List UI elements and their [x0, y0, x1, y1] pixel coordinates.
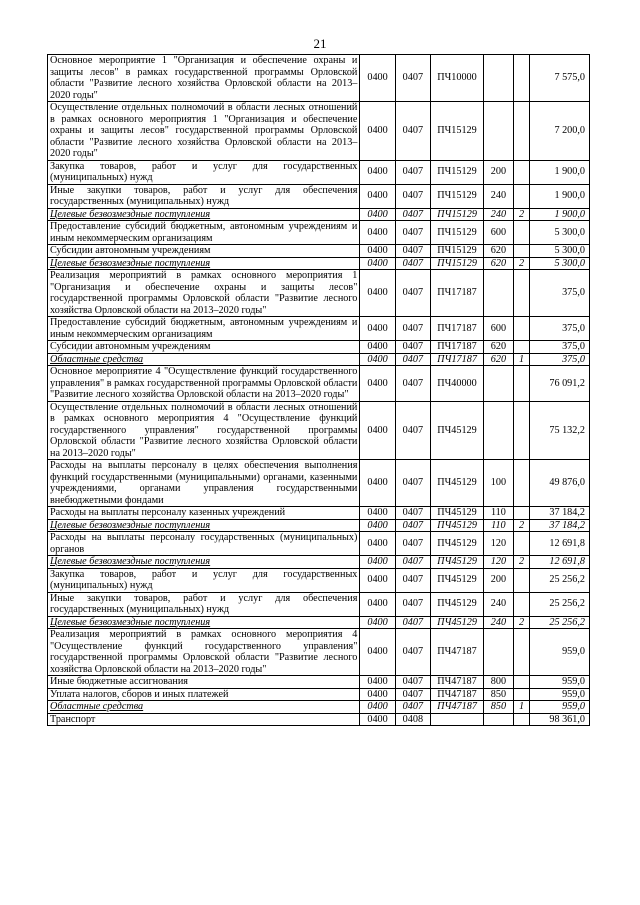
section-code: 0400 — [360, 507, 395, 520]
section-code: 0400 — [360, 688, 395, 701]
subsection-code: 0407 — [395, 676, 430, 689]
target-article-code: ПЧ45129 — [431, 460, 484, 507]
amount-value: 959,0 — [530, 629, 590, 676]
table-row — [48, 713, 590, 726]
funding-source-code — [513, 184, 530, 208]
table-row — [48, 208, 590, 221]
section-code: 0400 — [360, 460, 395, 507]
row-name: Предоставление субсидий бюджетным, автономным учреждениям и иным некоммерческим организациям — [48, 317, 360, 341]
target-article-code — [431, 713, 484, 726]
section-code: 0400 — [360, 245, 395, 258]
section-code: 0400 — [360, 257, 395, 270]
row-name: Целевые безвозмездные поступления — [48, 519, 360, 532]
expense-type-code: 240 — [484, 208, 514, 221]
target-article-code: ПЧ45129 — [431, 556, 484, 569]
table-row — [48, 102, 590, 161]
amount-value: 12 691,8 — [530, 556, 590, 569]
funding-source-code — [513, 629, 530, 676]
funding-source-code — [513, 507, 530, 520]
section-code: 0400 — [360, 713, 395, 726]
target-article-code: ПЧ15129 — [431, 221, 484, 245]
target-article-code: ПЧ45129 — [431, 519, 484, 532]
expense-type-code — [484, 401, 514, 460]
table-row — [48, 519, 590, 532]
table-row — [48, 353, 590, 366]
funding-source-code — [513, 317, 530, 341]
expense-type-code: 200 — [484, 160, 514, 184]
expense-type-code: 240 — [484, 184, 514, 208]
target-article-code: ПЧ15129 — [431, 184, 484, 208]
row-name: Основное мероприятие 1 "Организация и обеспечение охраны и защиты лесов" в рамках государственной программы Орловской области "Развитие лесного хозяйства Орловской области на 2013–2020 годы" — [48, 55, 360, 102]
subsection-code: 0407 — [395, 616, 430, 629]
target-article-code: ПЧ47187 — [431, 629, 484, 676]
budget-table-body — [48, 55, 590, 726]
amount-value: 375,0 — [530, 341, 590, 354]
table-row — [48, 184, 590, 208]
section-code: 0400 — [360, 366, 395, 402]
section-code: 0400 — [360, 160, 395, 184]
row-name: Областные средства — [48, 701, 360, 714]
subsection-code: 0407 — [395, 519, 430, 532]
table-row — [48, 160, 590, 184]
funding-source-code: 2 — [513, 519, 530, 532]
row-name: Целевые безвозмездные поступления — [48, 616, 360, 629]
table-row — [48, 616, 590, 629]
row-name: Закупка товаров, работ и услуг для государственных (муниципальных) нужд — [48, 160, 360, 184]
budget-table — [47, 54, 590, 726]
subsection-code: 0407 — [395, 102, 430, 161]
target-article-code: ПЧ47187 — [431, 701, 484, 714]
table-row — [48, 366, 590, 402]
amount-value: 959,0 — [530, 676, 590, 689]
funding-source-code: 2 — [513, 556, 530, 569]
target-article-code: ПЧ15129 — [431, 245, 484, 258]
table-row — [48, 460, 590, 507]
funding-source-code: 2 — [513, 616, 530, 629]
amount-value: 25 256,2 — [530, 592, 590, 616]
section-code: 0400 — [360, 556, 395, 569]
expense-type-code: 600 — [484, 221, 514, 245]
target-article-code: ПЧ45129 — [431, 507, 484, 520]
table-row — [48, 270, 590, 317]
subsection-code: 0407 — [395, 568, 430, 592]
subsection-code: 0407 — [395, 341, 430, 354]
target-article-code: ПЧ45129 — [431, 616, 484, 629]
subsection-code: 0407 — [395, 629, 430, 676]
target-article-code: ПЧ15129 — [431, 102, 484, 161]
funding-source-code — [513, 366, 530, 402]
funding-source-code — [513, 688, 530, 701]
amount-value: 959,0 — [530, 688, 590, 701]
row-name: Осуществление отдельных полномочий в области лесных отношений в рамках основного мероприятия 4 "Осуществление функций государственного управления" государственной программы Орловской области "Развитие лесного хозяйства Орловской области на 2013–2020 годы" — [48, 401, 360, 460]
section-code: 0400 — [360, 568, 395, 592]
target-article-code: ПЧ17187 — [431, 270, 484, 317]
row-name: Уплата налогов, сборов и иных платежей — [48, 688, 360, 701]
subsection-code: 0407 — [395, 507, 430, 520]
amount-value: 76 091,2 — [530, 366, 590, 402]
subsection-code: 0407 — [395, 55, 430, 102]
amount-value: 375,0 — [530, 317, 590, 341]
row-name: Целевые безвозмездные поступления — [48, 208, 360, 221]
table-row — [48, 507, 590, 520]
page-number: 21 — [313, 36, 327, 51]
target-article-code: ПЧ45129 — [431, 592, 484, 616]
amount-value: 5 300,0 — [530, 221, 590, 245]
subsection-code: 0407 — [395, 401, 430, 460]
amount-value: 12 691,8 — [530, 532, 590, 556]
amount-value: 1 900,0 — [530, 160, 590, 184]
target-article-code: ПЧ15129 — [431, 257, 484, 270]
amount-value: 1 900,0 — [530, 184, 590, 208]
funding-source-code — [513, 568, 530, 592]
section-code: 0400 — [360, 353, 395, 366]
amount-value: 375,0 — [530, 353, 590, 366]
funding-source-code: 1 — [513, 701, 530, 714]
target-article-code: ПЧ47187 — [431, 676, 484, 689]
row-name: Субсидии автономным учреждениям — [48, 341, 360, 354]
section-code: 0400 — [360, 317, 395, 341]
section-code: 0400 — [360, 102, 395, 161]
expense-type-code: 200 — [484, 568, 514, 592]
section-code: 0400 — [360, 616, 395, 629]
row-name: Расходы на выплаты персоналу государственных (муниципальных) органов — [48, 532, 360, 556]
expense-type-code — [484, 366, 514, 402]
target-article-code: ПЧ15129 — [431, 208, 484, 221]
row-name: Расходы на выплаты персоналу в целях обеспечения выполнения функций государственными (муниципальными) органами, казенными учреждениями, органами управления государственными внебюджетными фондами — [48, 460, 360, 507]
table-row — [48, 629, 590, 676]
expense-type-code: 600 — [484, 317, 514, 341]
funding-source-code — [513, 55, 530, 102]
subsection-code: 0407 — [395, 353, 430, 366]
funding-source-code — [513, 460, 530, 507]
funding-source-code — [513, 401, 530, 460]
row-name: Реализация мероприятий в рамках основного мероприятия 1 "Организация и обеспечение охраны и защиты лесов" государственной программы Орловской области "Развитие лесного хозяйства Орловской области на 2013–2020 годы" — [48, 270, 360, 317]
table-row — [48, 592, 590, 616]
row-name: Реализация мероприятий в рамках основного мероприятия 4 "Осуществление функций государственного управления" государственной программы Орловской области "Развитие лесного хозяйства Орловской области на 2013–2020 годы" — [48, 629, 360, 676]
target-article-code: ПЧ45129 — [431, 568, 484, 592]
subsection-code: 0407 — [395, 460, 430, 507]
row-name: Осуществление отдельных полномочий в области лесных отношений в рамках основного мероприятия 1 "Организация и обеспечение охраны и защиты лесов" государственной программы Орловской области "Развитие лесного хозяйства Орловской области на 2013–2020 годы" — [48, 102, 360, 161]
amount-value: 7 575,0 — [530, 55, 590, 102]
expense-type-code: 120 — [484, 556, 514, 569]
target-article-code: ПЧ17187 — [431, 317, 484, 341]
subsection-code: 0407 — [395, 208, 430, 221]
amount-value: 98 361,0 — [530, 713, 590, 726]
target-article-code: ПЧ17187 — [431, 353, 484, 366]
subsection-code: 0407 — [395, 160, 430, 184]
subsection-code: 0407 — [395, 688, 430, 701]
amount-value: 75 132,2 — [530, 401, 590, 460]
expense-type-code: 100 — [484, 460, 514, 507]
row-name: Предоставление субсидий бюджетным, автономным учреждениям и иным некоммерческим организациям — [48, 221, 360, 245]
section-code: 0400 — [360, 592, 395, 616]
amount-value: 49 876,0 — [530, 460, 590, 507]
section-code: 0400 — [360, 401, 395, 460]
funding-source-code — [513, 532, 530, 556]
subsection-code: 0407 — [395, 317, 430, 341]
table-row — [48, 341, 590, 354]
target-article-code: ПЧ10000 — [431, 55, 484, 102]
table-row — [48, 556, 590, 569]
expense-type-code: 240 — [484, 616, 514, 629]
section-code: 0400 — [360, 676, 395, 689]
subsection-code: 0407 — [395, 270, 430, 317]
row-name: Иные закупки товаров, работ и услуг для обеспечения государственных (муниципальных) нужд — [48, 592, 360, 616]
table-row — [48, 676, 590, 689]
subsection-code: 0407 — [395, 532, 430, 556]
funding-source-code — [513, 713, 530, 726]
target-article-code: ПЧ45129 — [431, 532, 484, 556]
funding-source-code — [513, 341, 530, 354]
funding-source-code: 1 — [513, 353, 530, 366]
subsection-code: 0407 — [395, 556, 430, 569]
target-article-code: ПЧ15129 — [431, 160, 484, 184]
section-code: 0400 — [360, 629, 395, 676]
amount-value: 5 300,0 — [530, 257, 590, 270]
funding-source-code: 2 — [513, 208, 530, 221]
subsection-code: 0408 — [395, 713, 430, 726]
section-code: 0400 — [360, 221, 395, 245]
amount-value: 375,0 — [530, 270, 590, 317]
table-row — [48, 257, 590, 270]
expense-type-code: 110 — [484, 507, 514, 520]
row-name: Целевые безвозмездные поступления — [48, 556, 360, 569]
table-row — [48, 317, 590, 341]
row-name: Целевые безвозмездные поступления — [48, 257, 360, 270]
row-name: Закупка товаров, работ и услуг для государственных (муниципальных) нужд — [48, 568, 360, 592]
expense-type-code: 110 — [484, 519, 514, 532]
target-article-code: ПЧ45129 — [431, 401, 484, 460]
target-article-code: ПЧ17187 — [431, 341, 484, 354]
section-code: 0400 — [360, 270, 395, 317]
amount-value: 5 300,0 — [530, 245, 590, 258]
subsection-code: 0407 — [395, 366, 430, 402]
section-code: 0400 — [360, 184, 395, 208]
expense-type-code: 620 — [484, 245, 514, 258]
funding-source-code — [513, 676, 530, 689]
expense-type-code — [484, 713, 514, 726]
subsection-code: 0407 — [395, 245, 430, 258]
target-article-code: ПЧ47187 — [431, 688, 484, 701]
table-row — [48, 55, 590, 102]
expense-type-code: 850 — [484, 688, 514, 701]
amount-value: 37 184,2 — [530, 519, 590, 532]
amount-value: 1 900,0 — [530, 208, 590, 221]
subsection-code: 0407 — [395, 592, 430, 616]
subsection-code: 0407 — [395, 701, 430, 714]
funding-source-code — [513, 102, 530, 161]
funding-source-code — [513, 245, 530, 258]
row-name: Расходы на выплаты персоналу казенных учреждений — [48, 507, 360, 520]
funding-source-code: 2 — [513, 257, 530, 270]
table-row — [48, 245, 590, 258]
expense-type-code: 620 — [484, 257, 514, 270]
row-name: Транспорт — [48, 713, 360, 726]
section-code: 0400 — [360, 341, 395, 354]
table-row — [48, 532, 590, 556]
table-row — [48, 401, 590, 460]
target-article-code: ПЧ40000 — [431, 366, 484, 402]
section-code: 0400 — [360, 208, 395, 221]
table-row — [48, 568, 590, 592]
expense-type-code — [484, 102, 514, 161]
amount-value: 37 184,2 — [530, 507, 590, 520]
expense-type-code: 800 — [484, 676, 514, 689]
amount-value: 25 256,2 — [530, 568, 590, 592]
subsection-code: 0407 — [395, 221, 430, 245]
row-name: Областные средства — [48, 353, 360, 366]
subsection-code: 0407 — [395, 184, 430, 208]
funding-source-code — [513, 221, 530, 245]
amount-value: 7 200,0 — [530, 102, 590, 161]
section-code: 0400 — [360, 55, 395, 102]
row-name: Иные бюджетные ассигнования — [48, 676, 360, 689]
funding-source-code — [513, 160, 530, 184]
expense-type-code — [484, 629, 514, 676]
table-row — [48, 221, 590, 245]
table-row — [48, 688, 590, 701]
section-code: 0400 — [360, 519, 395, 532]
expense-type-code: 850 — [484, 701, 514, 714]
section-code: 0400 — [360, 701, 395, 714]
funding-source-code — [513, 592, 530, 616]
row-name: Субсидии автономным учреждениям — [48, 245, 360, 258]
expense-type-code: 120 — [484, 532, 514, 556]
expense-type-code: 620 — [484, 353, 514, 366]
row-name: Основное мероприятие 4 "Осуществление функций государственного управления" в рамках государственной программы Орловской области "Развитие лесного хозяйства Орловской области на 2013–2020 годы" — [48, 366, 360, 402]
funding-source-code — [513, 270, 530, 317]
expense-type-code: 240 — [484, 592, 514, 616]
amount-value: 959,0 — [530, 701, 590, 714]
row-name: Иные закупки товаров, работ и услуг для обеспечения государственных (муниципальных) нужд — [48, 184, 360, 208]
amount-value: 25 256,2 — [530, 616, 590, 629]
section-code: 0400 — [360, 532, 395, 556]
subsection-code: 0407 — [395, 257, 430, 270]
expense-type-code: 620 — [484, 341, 514, 354]
expense-type-code — [484, 270, 514, 317]
expense-type-code — [484, 55, 514, 102]
table-row — [48, 701, 590, 714]
